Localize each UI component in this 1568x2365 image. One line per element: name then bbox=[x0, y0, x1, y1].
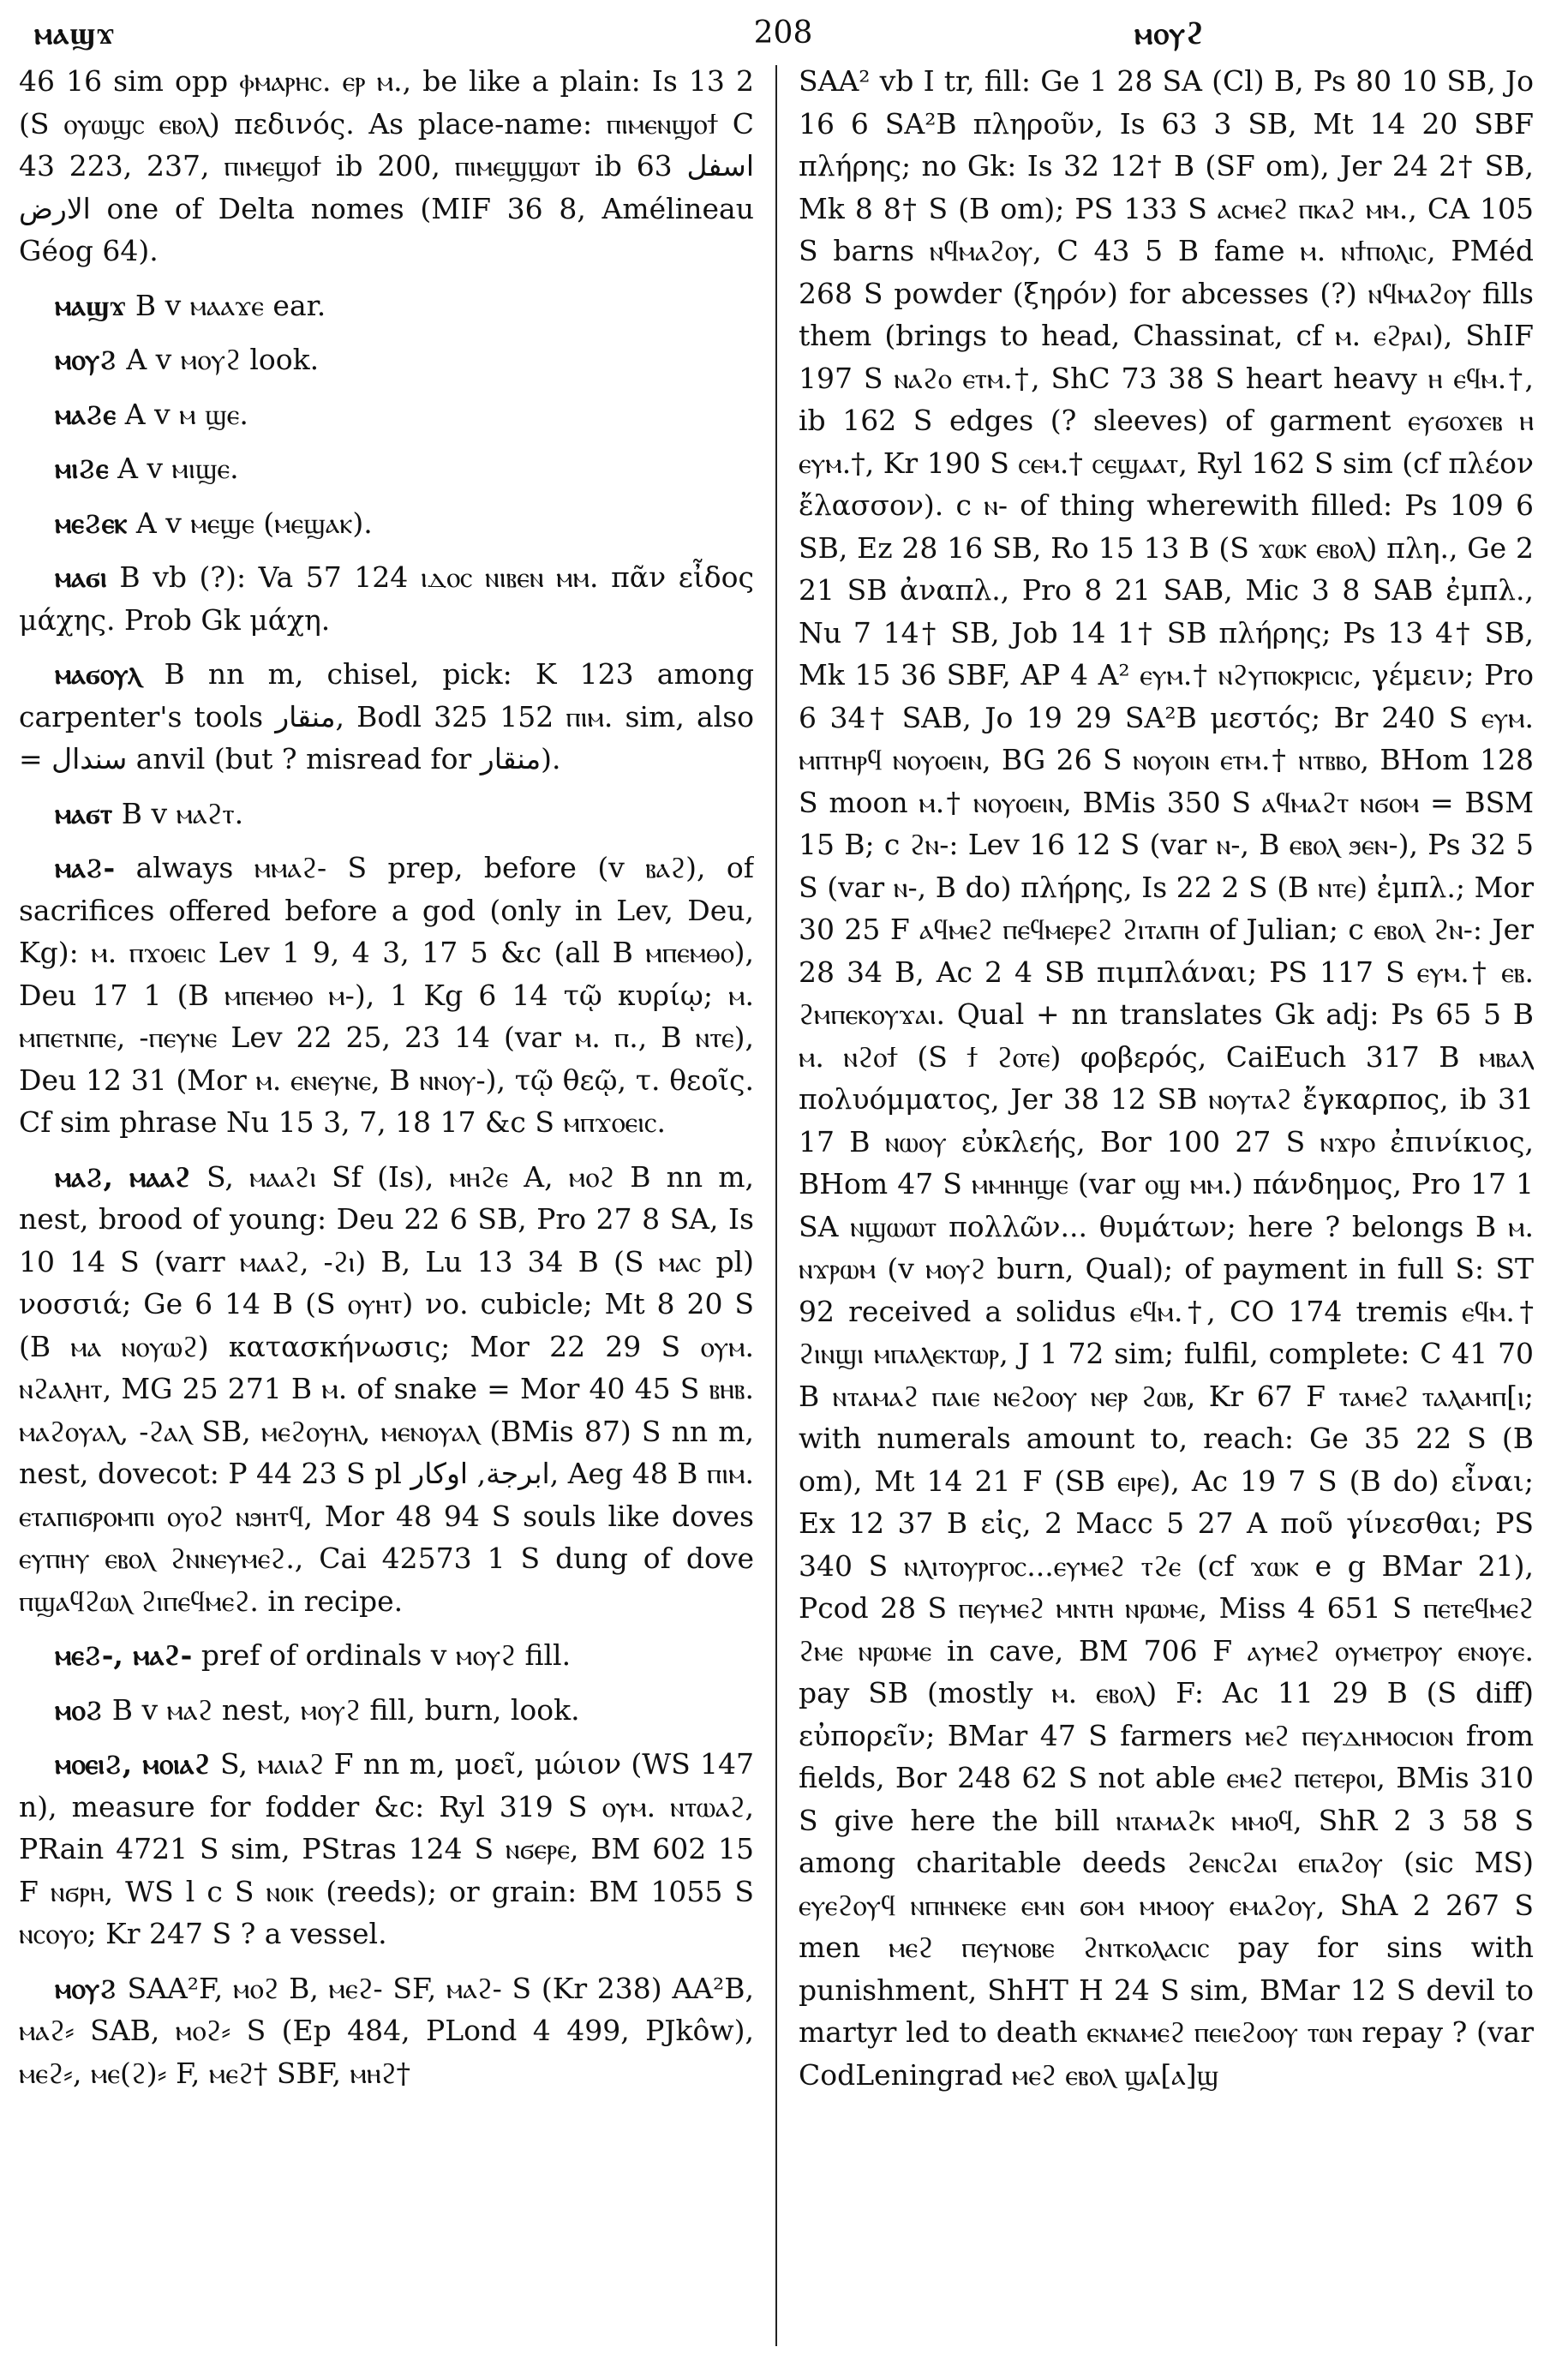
entry-lemma: ⲙⲁϣϫ bbox=[55, 288, 127, 322]
entry-lemma: ⲙⲟⲩϨ bbox=[55, 1971, 117, 2005]
dictionary-entry bbox=[19, 60, 754, 272]
dictionary-entry bbox=[19, 284, 754, 327]
entry-body: A v ⲙⲟⲩϩ look. bbox=[126, 343, 320, 376]
entry-body: A v ⲙ ϣⲉ. bbox=[124, 397, 248, 431]
dictionary-entry bbox=[19, 502, 754, 545]
dictionary-entry bbox=[799, 60, 1534, 2096]
entry-lemma: ⲙⲁϨ- bbox=[55, 851, 116, 884]
entry-body: B v ⲙⲁⲁϫⲉ ear. bbox=[135, 288, 326, 322]
page-number: 208 bbox=[753, 15, 813, 51]
entry-lemma: ⲙⲁϭⲟⲩⲗ bbox=[55, 657, 141, 691]
entry-lemma: ⲙⲉϨⲉⲕ bbox=[55, 506, 128, 540]
dictionary-entry bbox=[19, 653, 754, 781]
entry-body: A v ⲙⲉϣⲉ (ⲙⲉϣⲁⲕ). bbox=[135, 506, 373, 540]
entry-body: SAA² vb I tr, fill: Ge 1 28 SA (Cl) B, Ps 80 10 SB, Jo 16 6 SA²B πληροῦν, Is 63 3 SB, Mt 14 20 SBF πλήρης; no Gk: Is 32 12† B (SF om), Jer 24 2† SB, Mk 8 8† S (B om); PS 133 S ⲁⲥⲙⲉϩ ⲡⲕⲁϩ ⲙⲙ., CA 105 S barns ⲛϥⲙⲁϩⲟⲩ, C 43 5 B fame ⲙ. ⲛϯⲡⲟⲗⲓⲥ, PMéd 268 S powder (ξηρόν) for abcesses (?) ⲛϥⲙⲁϩⲟⲩ fills them (brings to head, Chassinat, cf ⲙ. ⲉϩⲣⲁⲓ), ShIF 197 S ⲛⲁϩⲟ ⲉⲧⲙ.†, ShC 73 38 S heart heavy ⲏ ⲉϥⲙ.†, ib 162 S edges (? sleeves) of garment ⲉⲩϭⲟϫⲉⲃ ⲏ ⲉⲩⲙ.†, Kr 190 S ⲥⲉⲙ.† ⲥⲉϣⲁⲁⲧ, Ryl 162 S sim (cf πλέον ἔλασσον). c ⲛ- of thing wherewith filled: Ps 109 6 SB, Ez 28 16 SB, Ro 15 13 B (S ϫⲱⲕ ⲉⲃⲟⲗ) πλη., Ge 2 21 SB ἀναπλ., Pro 8 21 SAB, Mic 3 8 SAB ἐμπλ., Nu 7 14† SB, Job 14 1† SB πλήρης; Ps 13 4† SB, Mk 15 36 SBF, AP 4 A² ⲉⲩⲙ.† ⲛϩⲩⲡⲟⲕⲣⲓⲥⲓⲥ, γέμειν; Pro 6 34† SAB, Jo 19 29 SA²B μεστός; Br 240 S ⲉⲩⲙ. ⲙⲡⲧⲏⲣϥ ⲛⲟⲩⲟⲉⲓⲛ, BG 26 S ⲛⲟⲩⲟⲓⲛ ⲉⲧⲙ.† ⲛⲧⲃⲃⲟ, BHom 128 S moon ⲙ.† ⲛⲟⲩⲟⲉⲓⲛ, BMis 350 S ⲁϥⲙⲁϩⲧ ⲛϭⲟⲙ = BSM 15 B; c ϩⲛ-: Lev 16 12 S (var ⲛ-, B ⲉⲃⲟⲗ ϧⲉⲛ-), Ps 32 5 S (var ⲛ-, B do) πλήρης, Is 22 2 S (B ⲛⲧⲉ) ἐμπλ.; Mor 30 25 F ⲁϥⲙⲉϩ ⲡⲉϥⲙⲉⲣⲉϩ ϩⲓⲧⲁⲡⲏ of Julian; c ⲉⲃⲟⲗ ϩⲛ-: Jer 28 34 B, Ac 2 4 SB πιμπλάναι; PS 117 S ⲉⲩⲙ.† ⲉⲃ. ϩⲙⲡⲉⲕⲟⲩϫⲁⲓ. Qual + nn translates Gk adj: Ps 65 5 B ⲙ. ⲛϩⲟϯ (S ϯ ϩⲟⲧⲉ) φοβερός, CaiEuch 317 B ⲙⲃⲁⲗ πολυόμματος, Jer 38 12 SB ⲛⲟⲩⲧⲁϩ ἔγκαρπος, ib 31 17 B ⲛⲱⲟⲩ εὐκλεής, Bor 100 27 S ⲛϫⲣⲟ ἐπινίκιος, BHom 47 S ⲙⲙⲏⲏϣⲉ (var ⲟϣ ⲙⲙ.) πάνδημος, Pro 17 1 SA ⲛϣⲱⲱⲧ πολλῶν... θυμάτων; here ? belongs B ⲙ. ⲛϫⲣⲱⲙ (v ⲙⲟⲩϩ burn, Qual); of payment in full S: ST 92 received a solidus ⲉϥⲙ.†, CO 174 tremis ⲉϥⲙ.† ϩⲓⲛϣⲓ ⲙⲡⲁⲗⲉⲕⲧⲱⲣ, J 1 72 sim; fulfil, complete: C 41 70 B ⲛⲧⲁⲙⲁϩ ⲡⲁⲓⲉ ⲛⲉϩⲟⲟⲩ ⲛⲉⲣ ϩⲱⲃ, Kr 67 F ⲧⲁⲙⲉϩ ⲧⲁⲗⲁⲙⲡ[ⲓ; with numerals amount to, reach: Ge 35 22 S (B om), Mt 14 21 F (SB ⲉⲓⲣⲉ), Ac 19 7 S (B do) εἶναι; Ex 12 37 B εἰς, 2 Macc 5 27 A ποῦ γίνεσθαι; PS 340 S ⲛⲗⲓⲧⲟⲩⲣⲅⲟⲥ...ⲉⲩⲙⲉϩ ⲧϩⲉ (cf ϫⲱⲕ e g BMar 21), Pcod 28 S ⲡⲉⲩⲙⲉϩ ⲙⲛⲧⲏ ⲛⲣⲱⲙⲉ, Miss 4 651 S ⲡⲉⲧⲉϥⲙⲉϩ ϩⲙⲉ ⲛⲣⲱⲙⲉ in cave, BM 706 F ⲁⲩⲙⲉϩ ⲟⲩⲙⲉⲧⲣⲟⲩ ⲉⲛⲟⲩⲉ. pay SB (mostly ⲙ. ⲉⲃⲟⲗ) F: Ac 11 29 B (S diff) εὐπορεῖν; BMar 47 S farmers ⲙⲉϩ ⲡⲉⲩⲇⲏⲙⲟⲥⲓⲟⲛ from fields, Bor 248 62 S not able ⲉⲙⲉϩ ⲡⲉⲧⲉⲣⲟⲓ, BMis 310 S give here the bill ⲛⲧⲁⲙⲁϩⲕ ⲙⲙⲟϥ, ShR 2 3 58 S among charitable deeds ϩⲉⲛⲥϩⲁⲓ ⲉⲡⲁϩⲟⲩ (sic MS) ⲉⲩⲉϩⲟⲩϥ ⲛⲡⲏⲛⲉⲕⲉ ⲉⲙⲛ ϭⲟⲙ ⲙⲙⲟⲟⲩ ⲉⲙⲁϩⲟⲩ, ShA 2 267 S men ⲙⲉϩ ⲡⲉⲩⲛⲟⲃⲉ ϩⲛⲧⲕⲟⲗⲁⲥⲓⲥ pay for sins with punishment, ShHT H 24 S sim, BMar 12 S devil to martyr led to death ⲉⲕⲛⲁⲙⲉϩ ⲡⲉⲓⲉϩⲟⲟⲩ ⲧⲱⲛ repay ? (var CodLeningrad ⲙⲉϩ ⲉⲃⲟⲗ ϣⲁ[ⲁ]ϣ bbox=[799, 64, 1534, 2092]
dictionary-entry bbox=[19, 1634, 754, 1677]
left-running-headword: ⲙⲁϣϫ bbox=[34, 15, 116, 51]
dictionary-entry bbox=[19, 1743, 754, 1955]
dictionary-entry bbox=[19, 393, 754, 436]
entry-body: B nn m, chisel, pick: K 123 among carpenter's tools منقار, Bodl 325 152 ⲡⲓⲙ. sim, also = سندال anvil (but ? misread for منقار). bbox=[19, 657, 754, 775]
left-column bbox=[19, 60, 754, 2348]
entry-body: SAA²F, ⲙⲟϩ B, ⲙⲉϩ- SF, ⲙⲁϩ- S (Kr 238) AA²B, ⲙⲁϩ⸗ SAB, ⲙⲟϩ⸗ S (Ep 484, PLond 4 499, PJkôw), ⲙⲉϩ⸗, ⲙⲉ(ϩ)⸗ F, ⲙⲉϩ† SBF, ⲙⲏϩ† bbox=[19, 1971, 754, 2090]
entry-body: S, ⲙⲁⲓⲁϩ F nn m, μοεῖ, μώιον (WS 147 n), measure for fodder &c: Ryl 319 S ⲟⲩⲙ. ⲛⲧⲱⲁϩ, PRain 4721 S sim, PStras 124 S ⲛϭⲉⲣⲉ, BM 602 15 F ⲛϭⲣⲏ, WS l c S ⲛⲟⲓⲕ (reeds); or grain: BM 1055 S ⲛⲥⲟⲩⲟ; Kr 247 S ? a vessel. bbox=[19, 1747, 754, 1950]
entry-body: 46 16 sim opp ⲫⲙⲁⲣⲏⲥ. ⲉⲣ ⲙ., be like a plain: Is 13 2 (S ⲟⲩⲱϣⲥ ⲉⲃⲟⲗ) πεδινός. As place-name: ⲡⲓⲙⲉⲛϣⲟϯ C 43 223, 237, ⲡⲓⲙⲉϣⲟϯ ib 200, ⲡⲓⲙⲉϣϣⲱⲧ ib 63 اسفل الارض one of Delta nomes (MIF 36 8, Amélineau Géog 64). bbox=[19, 64, 754, 267]
dictionary-entry bbox=[19, 556, 754, 641]
entry-lemma: ⲙⲟⲉⲓϨ, ⲙⲟⲓⲁϩ bbox=[55, 1747, 211, 1781]
entry-body: B vb (?): Va 57 124 ⲓⲇⲟⲥ ⲛⲓⲃⲉⲛ ⲙⲙ. πᾶν εἶδος μάχης. Prob Gk μάχη. bbox=[19, 560, 754, 637]
entry-lemma: ⲙⲟⲩϨ bbox=[55, 343, 117, 376]
dictionary-entry bbox=[19, 1156, 754, 1623]
entry-body: B v ⲙⲁϩⲧ. bbox=[121, 796, 244, 830]
entry-lemma: ⲙⲟϨ bbox=[55, 1692, 104, 1727]
entry-lemma: ⲙⲓϨⲉ bbox=[55, 452, 109, 485]
entry-body: always ⲙⲙⲁϩ- S prep, before (v ⲃⲁϩ), of sacrifices offered before a god (only in Lev, Deu, Kg): ⲙ. ⲡϫⲟⲉⲓⲥ Lev 1 9, 4 3, 17 5 &c (all B ⲙⲡⲉⲙⲑⲟ), Deu 17 1 (B ⲙⲡⲉⲙⲑⲟ ⲙ-), 1 Kg 6 14 τῷ κυρίῳ; ⲙ. ⲙⲡⲉⲧⲛⲡⲉ, -ⲡⲉⲩⲛⲉ Lev 22 25, 23 14 (var ⲙ. ⲡ., B ⲛⲧⲉ), Deu 12 31 (Mor ⲙ. ⲉⲛⲉⲩⲛⲉ, B ⲛⲛⲟⲩ-), τῷ θεῷ, τ. θεοῖς. Cf sim phrase Nu 15 3, 7, 18 17 &c S ⲙⲡϫⲟⲉⲓⲥ. bbox=[19, 851, 754, 1139]
page-header bbox=[21, 12, 1546, 55]
dictionary-entry bbox=[19, 1689, 754, 1732]
dictionary-entry bbox=[19, 338, 754, 381]
right-running-headword: ⲙⲟⲩϩ bbox=[1134, 15, 1206, 51]
dictionary-entry bbox=[19, 447, 754, 490]
entry-body: A v ⲙⲓϣⲉ. bbox=[117, 452, 239, 485]
dictionary-entry bbox=[19, 1967, 754, 2095]
entry-body: pref of ordinals v ⲙⲟⲩϩ fill. bbox=[200, 1638, 572, 1672]
entry-lemma: ⲙⲉϨ-, ⲙⲁϩ- bbox=[55, 1638, 193, 1672]
dictionary-entry bbox=[19, 793, 754, 835]
entry-lemma: ⲙⲁϨ, ⲙⲁⲁϩ bbox=[55, 1159, 191, 1194]
entry-body: S, ⲙⲁⲁϩⲓ Sf (Is), ⲙⲏϩⲉ A, ⲙⲟϩ B nn m, nest, brood of young: Deu 22 6 SB, Pro 27 8 SA, Is 10 14 S (varr ⲙⲁⲁϩ, -ϩⲓ) B, Lu 13 34 B (S ⲙⲁⲥ pl) νοσσιά; Ge 6 14 B (S ⲟⲩⲏⲧ) νο. cubicle; Mt 8 20 S (B ⲙⲁ ⲛⲟⲩⲱϩ) κατασκήνωσις; Mor 22 29 S ⲟⲩⲙ. ⲛϩⲁⲗⲏⲧ, MG 25 271 B ⲙ. of snake = Mor 40 45 S ⲃⲏⲃ. ⲙⲁϩⲟⲩⲁⲗ, -ϩⲁⲗ SB, ⲙⲉϩⲟⲩⲏⲗ, ⲙⲉⲛⲟⲩⲁⲗ (BMis 87) S nn m, nest, dovecot: P 44 23 S pl ابرجة, اوكار, Aeg 48 B ⲡⲓⲙ. ⲉⲧⲁⲡⲓϭⲣⲟⲙⲡⲓ ⲟⲩⲟϩ ⲛϧⲏⲧϥ, Mor 48 94 S souls like doves ⲉⲩⲡⲏⲩ ⲉⲃⲟⲗ ϩⲛⲛⲉⲩⲙⲉϩ., Cai 42573 1 S dung of dove ⲡϣⲁϥϩⲱⲗ ϩⲓⲡⲉϥⲙⲉϩ. in recipe. bbox=[19, 1159, 754, 1618]
column-divider bbox=[775, 65, 777, 2346]
entry-lemma: ⲙⲁϭⲓ bbox=[55, 560, 107, 594]
entry-lemma: ⲙⲁϭⲧ bbox=[55, 796, 113, 830]
entry-lemma: ⲙⲁϨⲉ bbox=[55, 397, 117, 431]
entry-body: B v ⲙⲁϩ nest, ⲙⲟⲩϩ fill, burn, look. bbox=[111, 1692, 580, 1727]
dictionary-entry bbox=[19, 847, 754, 1144]
right-column bbox=[799, 60, 1534, 2348]
